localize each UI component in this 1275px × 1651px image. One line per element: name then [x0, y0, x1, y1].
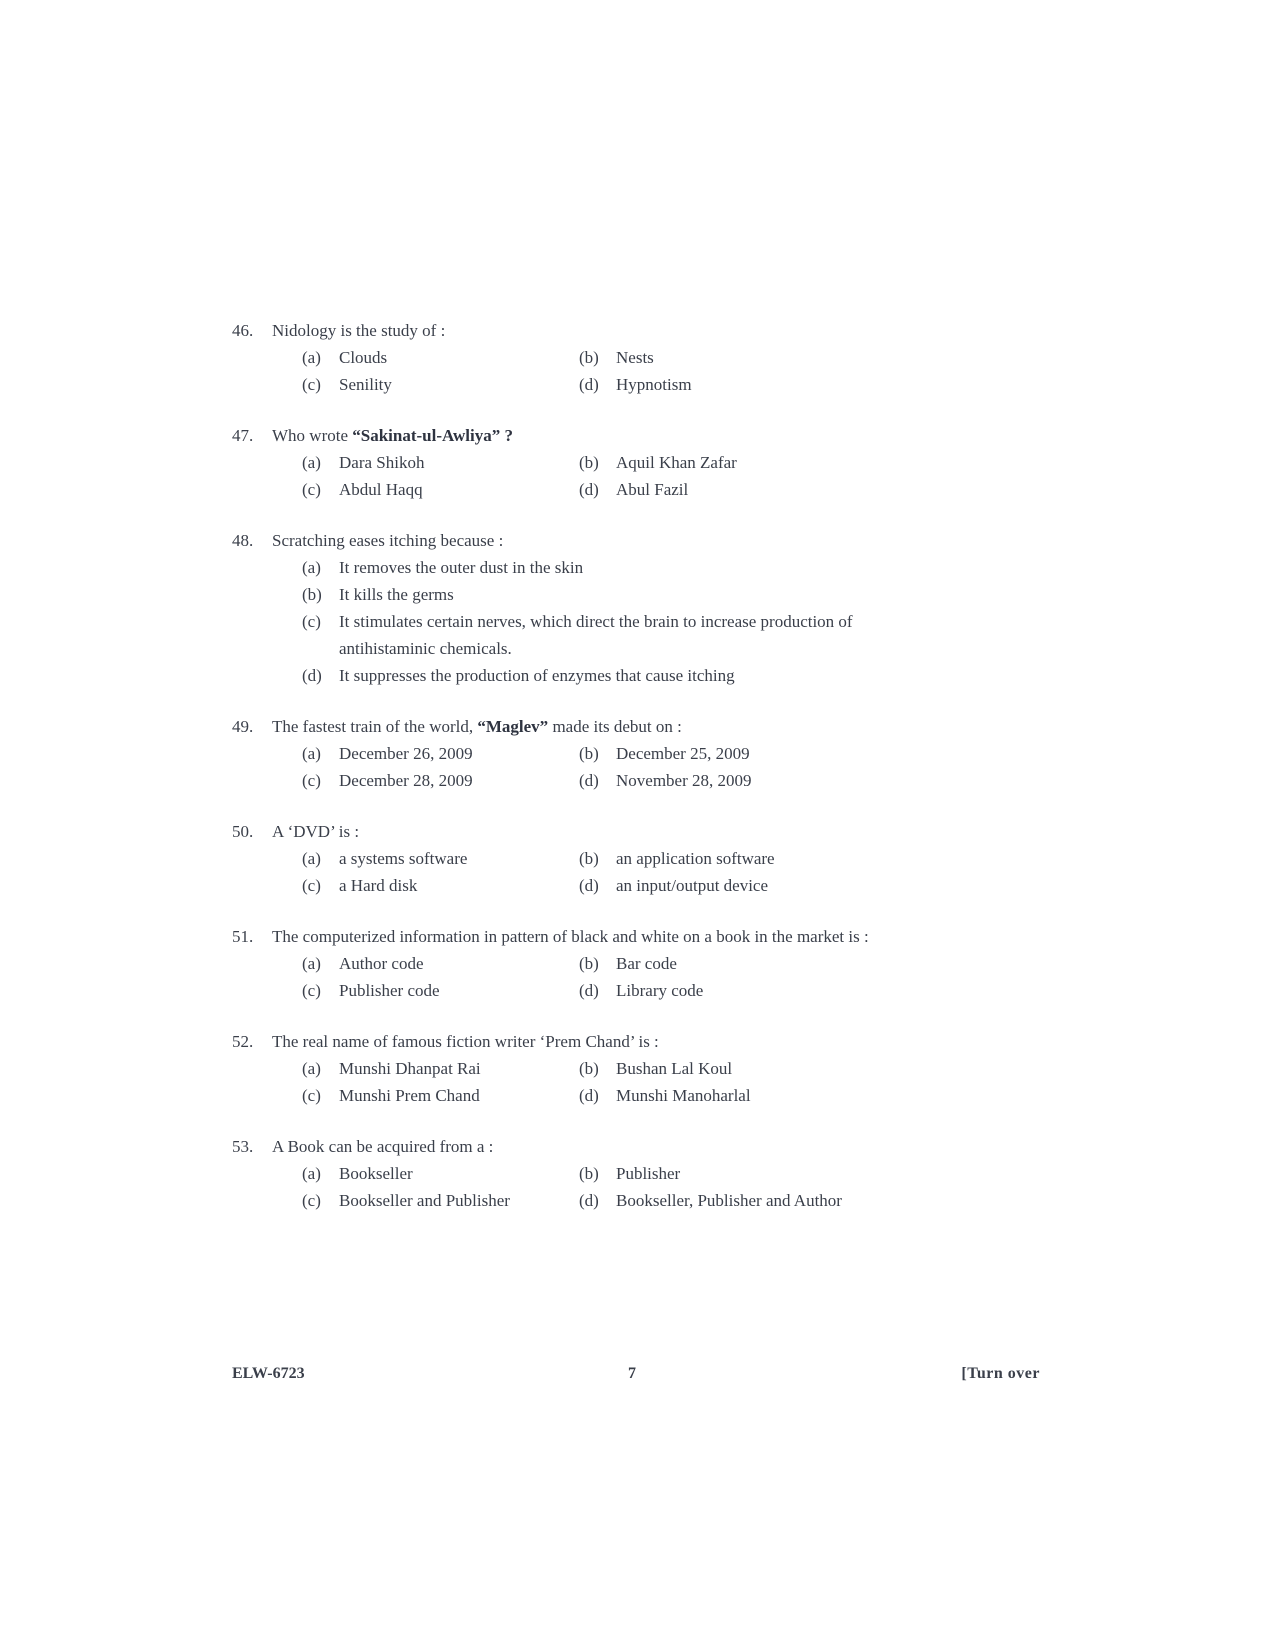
option-text: Hypnotism	[616, 375, 692, 394]
answer-option	[302, 1055, 579, 1082]
question-text-part: Scratching eases itching because :	[272, 531, 504, 550]
option-group	[302, 1055, 872, 1109]
answer-option	[579, 767, 879, 794]
question-text	[272, 1029, 872, 1055]
option-label: (b)	[579, 1164, 599, 1183]
option-label: (c)	[302, 375, 321, 394]
option-label: (d)	[579, 981, 599, 1000]
question-item	[232, 1134, 872, 1214]
question-text-part: The real name of famous fiction writer ‘Prem Chand’ is :	[272, 1032, 659, 1051]
question-text-part: A ‘DVD’ is :	[272, 822, 360, 841]
answer-option	[302, 767, 579, 794]
question-text	[272, 528, 872, 554]
question-stem	[232, 1134, 872, 1160]
answer-option	[302, 1187, 579, 1214]
paper-code: ELW-6723	[232, 1365, 305, 1382]
option-text: It stimulates certain nerves, which direct the brain to increase production of antihistaminic chemicals.	[339, 612, 853, 658]
question-text-part: The computerized information in pattern of black and white on a book in the market is :	[272, 927, 869, 946]
question-number: 46.	[232, 321, 254, 340]
question-stem	[232, 318, 872, 344]
option-text: an input/output device	[616, 876, 769, 895]
question-emphasis: “Maglev”	[477, 717, 549, 736]
answer-option	[302, 872, 579, 899]
option-group	[302, 449, 872, 503]
option-text: Bar code	[616, 954, 677, 973]
turn-over-label: [Turn over	[961, 1365, 1040, 1382]
answer-option	[302, 950, 579, 977]
option-text: Abul Fazil	[616, 480, 689, 499]
option-group	[302, 1160, 872, 1214]
question-number: 53.	[232, 1137, 254, 1156]
answer-option	[302, 371, 579, 398]
option-label: (a)	[302, 1164, 321, 1183]
option-text: a Hard disk	[339, 876, 418, 895]
option-label: (c)	[302, 981, 321, 1000]
answer-option	[302, 1160, 579, 1187]
option-text: Nests	[616, 348, 654, 367]
option-label: (d)	[579, 1191, 599, 1210]
option-label: (c)	[302, 1191, 321, 1210]
option-text: Aquil Khan Zafar	[616, 453, 737, 472]
option-text: Library code	[616, 981, 704, 1000]
option-text: Author code	[339, 954, 424, 973]
question-stem	[232, 924, 872, 950]
question-text-part: made its debut on :	[548, 717, 682, 736]
answer-option	[302, 662, 872, 689]
answer-option	[302, 476, 579, 503]
question-number: 50.	[232, 822, 254, 841]
option-text: a systems software	[339, 849, 468, 868]
option-label: (c)	[302, 771, 321, 790]
question-item	[232, 819, 872, 899]
question-number: 51.	[232, 927, 254, 946]
answer-option	[579, 449, 879, 476]
question-text-part: A Book can be acquired from a :	[272, 1137, 494, 1156]
option-text: Clouds	[339, 348, 388, 367]
option-label: (a)	[302, 744, 321, 763]
option-group	[302, 950, 872, 1004]
option-label: (d)	[579, 480, 599, 499]
option-label: (c)	[302, 612, 321, 631]
page-footer	[232, 1365, 1040, 1389]
answer-option	[579, 1082, 879, 1109]
option-label: (d)	[579, 375, 599, 394]
option-text: December 26, 2009	[339, 744, 473, 763]
question-text	[272, 819, 872, 845]
option-label: (c)	[302, 1086, 321, 1105]
question-stem	[232, 1029, 872, 1055]
option-text: Dara Shikoh	[339, 453, 425, 472]
question-text-part: Nidology is the study of :	[272, 321, 446, 340]
answer-option	[302, 1082, 579, 1109]
answer-option	[302, 449, 579, 476]
option-label: (a)	[302, 954, 321, 973]
answer-option	[579, 872, 879, 899]
option-group	[302, 344, 872, 398]
question-text	[272, 1134, 872, 1160]
option-label: (d)	[579, 771, 599, 790]
option-text: Publisher code	[339, 981, 440, 1000]
option-group	[302, 845, 872, 899]
question-text	[272, 924, 872, 950]
option-label: (b)	[579, 849, 599, 868]
question-item	[232, 1029, 872, 1109]
option-label: (a)	[302, 348, 321, 367]
page-number: 7	[628, 1365, 636, 1382]
question-emphasis: “Sakinat-ul-Awliya” ?	[352, 426, 514, 445]
answer-option	[302, 554, 872, 581]
question-number: 48.	[232, 531, 254, 550]
option-label: (b)	[579, 348, 599, 367]
option-label: (a)	[302, 453, 321, 472]
answer-option	[579, 740, 879, 767]
option-text: It kills the germs	[339, 585, 454, 604]
question-number: 52.	[232, 1032, 254, 1051]
option-text: November 28, 2009	[616, 771, 752, 790]
option-label: (b)	[579, 453, 599, 472]
option-text: December 28, 2009	[339, 771, 473, 790]
question-item	[232, 528, 872, 689]
question-stem	[232, 423, 872, 449]
answer-option	[302, 608, 872, 662]
answer-option	[579, 845, 879, 872]
answer-option	[579, 1160, 879, 1187]
question-item	[232, 318, 872, 398]
answer-option	[579, 950, 879, 977]
option-text: Bookseller	[339, 1164, 413, 1183]
option-text: Munshi Prem Chand	[339, 1086, 480, 1105]
option-label: (d)	[302, 666, 322, 685]
question-number: 47.	[232, 426, 254, 445]
question-text	[272, 714, 872, 740]
answer-option	[579, 371, 879, 398]
option-group	[302, 740, 872, 794]
option-text: Bookseller and Publisher	[339, 1191, 510, 1210]
question-item	[232, 423, 872, 503]
question-text-part: The fastest train of the world,	[272, 717, 478, 736]
question-list	[232, 318, 872, 1239]
question-item	[232, 924, 872, 1004]
answer-option	[302, 740, 579, 767]
answer-option	[579, 476, 879, 503]
option-text: Abdul Haqq	[339, 480, 423, 499]
question-text-part: Who wrote	[272, 426, 353, 445]
option-label: (d)	[579, 1086, 599, 1105]
option-label: (b)	[579, 1059, 599, 1078]
question-stem	[232, 819, 872, 845]
answer-option	[579, 1055, 879, 1082]
option-text: Munshi Dhanpat Rai	[339, 1059, 481, 1078]
option-text: Munshi Manoharlal	[616, 1086, 751, 1105]
option-text: It removes the outer dust in the skin	[339, 558, 584, 577]
answer-option	[579, 1187, 879, 1214]
answer-option	[302, 977, 579, 1004]
question-text	[272, 423, 872, 449]
option-text: Bushan Lal Koul	[616, 1059, 733, 1078]
question-stem	[232, 528, 872, 554]
question-text	[272, 318, 872, 344]
option-label: (b)	[579, 744, 599, 763]
answer-option	[579, 344, 879, 371]
option-label: (a)	[302, 1059, 321, 1078]
option-text: It suppresses the production of enzymes that cause itching	[339, 666, 735, 685]
option-group	[302, 554, 872, 689]
answer-option	[579, 977, 879, 1004]
option-label: (a)	[302, 849, 321, 868]
answer-option	[302, 581, 872, 608]
option-label: (c)	[302, 480, 321, 499]
option-text: Bookseller, Publisher and Author	[616, 1191, 842, 1210]
answer-option	[302, 845, 579, 872]
option-text: an application software	[616, 849, 775, 868]
question-stem	[232, 714, 872, 740]
option-text: December 25, 2009	[616, 744, 750, 763]
option-label: (d)	[579, 876, 599, 895]
question-item	[232, 714, 872, 794]
option-label: (b)	[579, 954, 599, 973]
option-label: (a)	[302, 558, 321, 577]
question-number: 49.	[232, 717, 254, 736]
option-text: Publisher	[616, 1164, 681, 1183]
answer-option	[302, 344, 579, 371]
option-text: Senility	[339, 375, 392, 394]
option-label: (b)	[302, 585, 322, 604]
option-label: (c)	[302, 876, 321, 895]
